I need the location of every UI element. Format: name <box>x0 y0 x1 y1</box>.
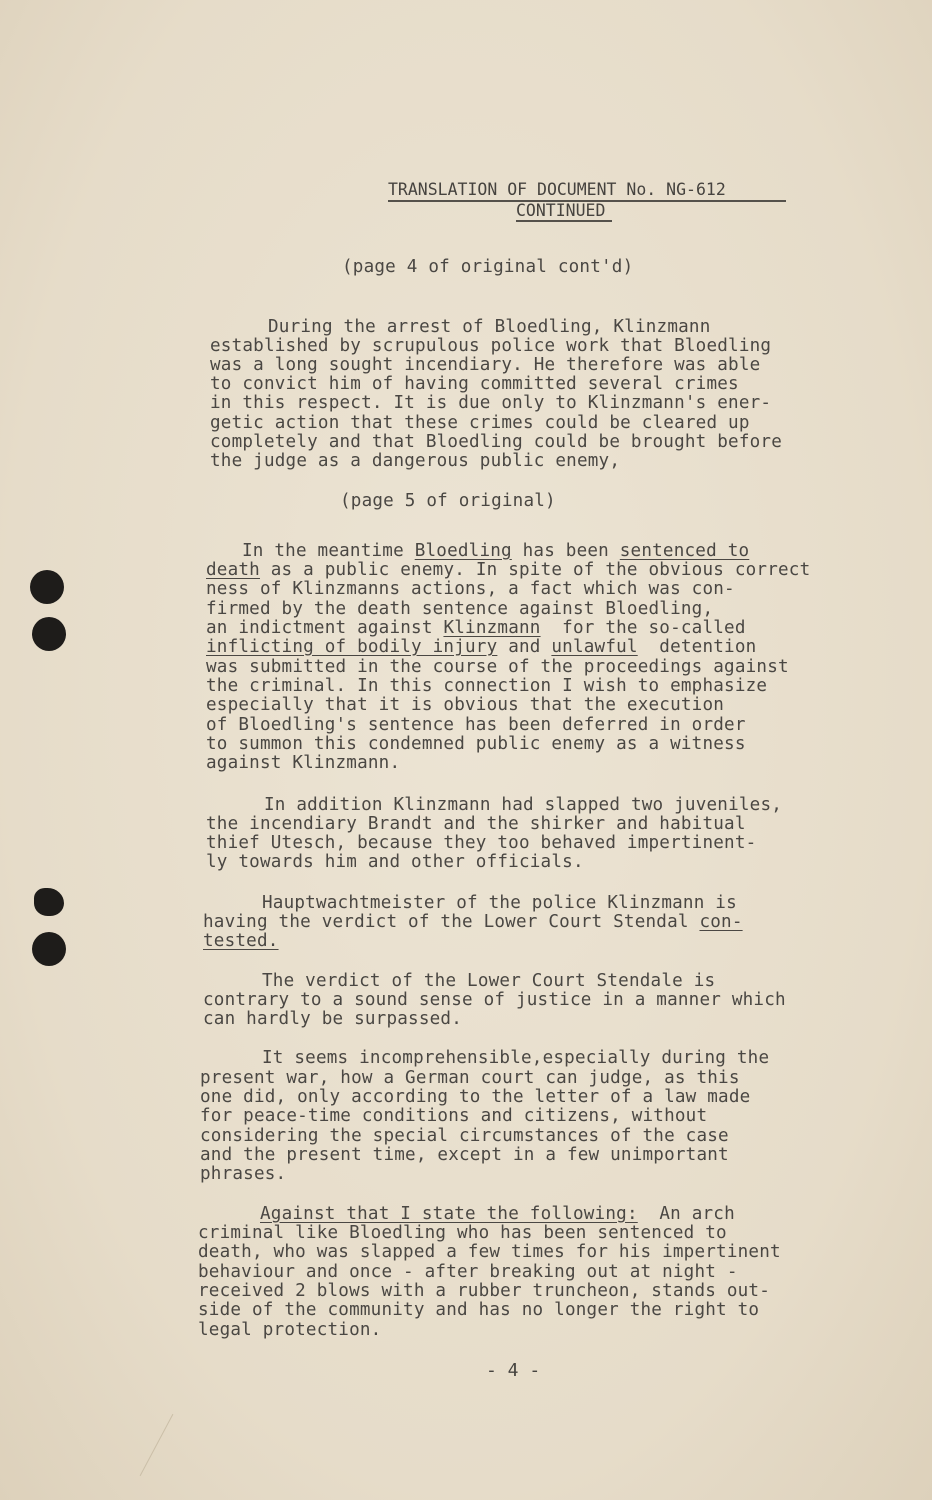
punch-hole <box>34 888 64 916</box>
text-line: side of the community and has no longer the right to <box>198 1300 760 1320</box>
text-line: Hauptwachtmeister of the police Klinzmann is <box>262 893 737 913</box>
text-line: firmed by the death sentence against Bloedling, <box>206 599 714 619</box>
text-line: behaviour and once - after breaking out at night - <box>198 1262 738 1282</box>
text-line: In addition Klinzmann had slapped two juveniles, <box>264 795 783 815</box>
text-line: During the arrest of Bloedling, Klinzmann <box>268 317 711 337</box>
text-line: death, who was slapped a few times for his impertinent <box>198 1242 781 1262</box>
text-line: for peace-time conditions and citizens, without <box>200 1106 708 1126</box>
text-line: against Klinzmann. <box>206 753 401 773</box>
text-line: the criminal. In this connection I wish to emphasize <box>206 676 768 696</box>
text-span: having the verdict of the Lower Court Stendal <box>203 912 700 932</box>
text-line: considering the special circumstances of the case <box>200 1126 729 1146</box>
text-line <box>206 619 746 638</box>
text-line: of Bloedling's sentence has been deferred in order <box>206 715 746 735</box>
punch-hole <box>32 932 66 966</box>
text-line: was submitted in the course of the proceedings against <box>206 657 789 677</box>
underlined-text: tested. <box>203 931 279 951</box>
underlined-text: Bloedling <box>414 541 512 561</box>
text-line: and the present time, except in a few unimportant <box>200 1145 729 1165</box>
page-number: - 4 - <box>486 1360 541 1381</box>
text-line <box>242 542 749 561</box>
text-line: the judge as a dangerous public enemy, <box>210 451 621 471</box>
text-line: legal protection. <box>198 1320 382 1340</box>
text-span: In the meantime <box>242 541 415 561</box>
punch-hole <box>30 570 64 604</box>
page-ref-5: (page 5 of original) <box>340 491 556 511</box>
text-span: detention <box>637 637 757 657</box>
text-span: has been <box>511 541 620 561</box>
underlined-text: death <box>206 560 260 580</box>
text-span: for the so-called <box>540 618 746 638</box>
text-line: to convict him of having committed several crimes <box>210 374 739 394</box>
text-line: completely and that Bloedling could be brought before <box>210 432 782 452</box>
underlined-text: inflicting of bodily injury <box>206 637 498 657</box>
text-line: ly towards him and other officials. <box>206 852 584 872</box>
underlined-text: Against that I state the following: <box>260 1204 638 1224</box>
text-line: received 2 blows with a rubber truncheon, stands out- <box>198 1281 770 1301</box>
text-span: as a public enemy. In spite of the obvious correct <box>259 560 811 580</box>
text-span: An arch <box>637 1204 735 1224</box>
text-line: thief Utesch, because they too behaved impertinent- <box>206 833 757 853</box>
text-line <box>206 638 756 657</box>
text-line: It seems incomprehensible,especially during the <box>262 1048 770 1068</box>
underlined-text: con- <box>699 912 743 932</box>
text-line <box>206 561 810 580</box>
text-line: criminal like Bloedling who has been sentenced to <box>198 1223 727 1243</box>
text-line: can hardly be surpassed. <box>203 1009 463 1029</box>
text-line: present war, how a German court can judge, as this <box>200 1068 740 1088</box>
text-line: in this respect. It is due only to Klinzmann's ener- <box>210 393 772 413</box>
text-line: especially that it is obvious that the execution <box>206 695 725 715</box>
underlined-text: unlawful <box>551 637 638 657</box>
header-continued: CONTINUED <box>516 201 606 220</box>
text-line: was a long sought incendiary. He therefore was able <box>210 355 761 375</box>
text-line: phrases. <box>200 1164 287 1184</box>
text-line: getic action that these crimes could be cleared up <box>210 413 750 433</box>
text-line: one did, only according to the letter of a law made <box>200 1087 751 1107</box>
header-rule <box>516 220 612 222</box>
text-line: established by scrupulous police work that Bloedling <box>210 336 772 356</box>
paper-scratch <box>140 1414 174 1476</box>
text-span: an indictment against <box>206 618 444 638</box>
text-line: The verdict of the Lower Court Stendale is <box>262 971 716 991</box>
text-span: and <box>497 637 552 657</box>
underlined-text: Klinzmann <box>443 618 541 638</box>
punch-hole <box>32 617 66 651</box>
underlined-text: sentenced to <box>619 541 750 561</box>
text-line: to summon this condemned public enemy as a witness <box>206 734 746 754</box>
text-line: ness of Klinzmanns actions, a fact which was con- <box>206 579 735 599</box>
text-line <box>203 913 743 932</box>
text-line: contrary to a sound sense of justice in a manner which <box>203 990 786 1010</box>
text-line: the incendiary Brandt and the shirker and habitual <box>206 814 746 834</box>
page-ref-4: (page 4 of original cont'd) <box>342 257 634 277</box>
header-title: TRANSLATION OF DOCUMENT No. NG-612 <box>388 180 726 199</box>
text-line <box>260 1205 735 1224</box>
